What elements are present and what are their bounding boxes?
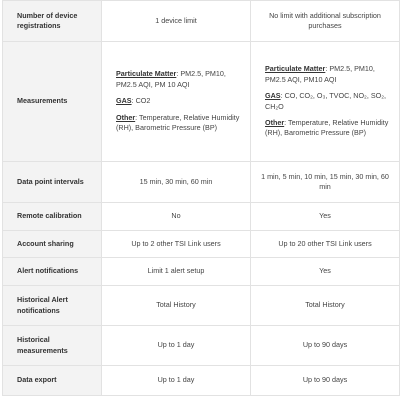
measurement-group-heading: GAS bbox=[116, 96, 132, 106]
measurement-group-text: : Temperature, Relative Humidity (RH), Barometric Pressure (BP) bbox=[116, 112, 240, 133]
feature-label: Alert notifications bbox=[3, 258, 102, 286]
measurement-group bbox=[265, 64, 393, 85]
table-row bbox=[3, 231, 400, 258]
measurement-group-text: : Temperature, Relative Humidity (RH), Barometric Pressure (BP) bbox=[265, 117, 389, 138]
premium-plan-value: Yes bbox=[251, 258, 400, 286]
measurement-group-text: : PM2.5, PM10, PM2.5 AQI, PM10 AQI bbox=[265, 64, 375, 84]
feature-label: Data export bbox=[3, 366, 102, 396]
premium-plan-measurements bbox=[251, 42, 400, 162]
premium-plan-value: Up to 90 days bbox=[251, 366, 400, 396]
measurement-group-text: : PM2.5, PM10, PM2.5 AQI, PM 10 AQI bbox=[116, 69, 226, 89]
basic-plan-value: No bbox=[102, 203, 251, 231]
feature-label: Data point intervals bbox=[3, 162, 102, 203]
measurement-group-heading: Other bbox=[265, 117, 285, 127]
table-row bbox=[3, 162, 400, 203]
comparison-table bbox=[2, 0, 400, 396]
measurement-group-text: : CO, CO₂, O₃, TVOC, NO₂, SO₂, CH₂O bbox=[265, 91, 386, 111]
premium-plan-value: Yes bbox=[251, 203, 400, 231]
table-row bbox=[3, 258, 400, 286]
measurement-group bbox=[265, 91, 393, 112]
basic-plan-value: Up to 1 day bbox=[102, 326, 251, 366]
basic-plan-value: Total History bbox=[102, 286, 251, 326]
table-row bbox=[3, 1, 400, 42]
measurement-group-heading: Other bbox=[116, 112, 136, 122]
table-row bbox=[3, 286, 400, 326]
measurement-group bbox=[116, 69, 244, 90]
basic-plan-value: Limit 1 alert setup bbox=[102, 258, 251, 286]
table-row bbox=[3, 42, 400, 162]
premium-plan-value: Up to 20 other TSI Link users bbox=[251, 231, 400, 258]
feature-label: Historical Alert notifications bbox=[3, 286, 102, 326]
measurement-group-heading: Particulate Matter bbox=[116, 69, 177, 79]
table-row bbox=[3, 203, 400, 231]
premium-plan-value: Up to 90 days bbox=[251, 326, 400, 366]
table-row bbox=[3, 326, 400, 366]
feature-label: Number of device registrations bbox=[3, 1, 102, 42]
premium-plan-value: 1 min, 5 min, 10 min, 15 min, 30 min, 60 min bbox=[251, 162, 400, 203]
basic-plan-value: 15 min, 30 min, 60 min bbox=[102, 162, 251, 203]
measurement-group-heading: GAS bbox=[265, 91, 281, 101]
basic-plan-value: Up to 2 other TSI Link users bbox=[102, 231, 251, 258]
basic-plan-value: Up to 1 day bbox=[102, 366, 251, 396]
feature-label: Measurements bbox=[3, 42, 102, 162]
premium-plan-value: No limit with additional subscription purchases bbox=[251, 1, 400, 42]
measurement-group-text: : CO2 bbox=[131, 96, 151, 106]
basic-plan-measurements bbox=[102, 42, 251, 162]
measurement-group bbox=[116, 113, 244, 134]
premium-plan-value: Total History bbox=[251, 286, 400, 326]
measurement-group bbox=[265, 118, 393, 139]
measurement-group-heading: Particulate Matter bbox=[265, 64, 326, 74]
feature-label: Remote calibration bbox=[3, 203, 102, 231]
table-row bbox=[3, 366, 400, 396]
measurement-group bbox=[116, 96, 244, 106]
feature-label: Historical measurements bbox=[3, 326, 102, 366]
basic-plan-value: 1 device limit bbox=[102, 1, 251, 42]
feature-label: Account sharing bbox=[3, 231, 102, 258]
